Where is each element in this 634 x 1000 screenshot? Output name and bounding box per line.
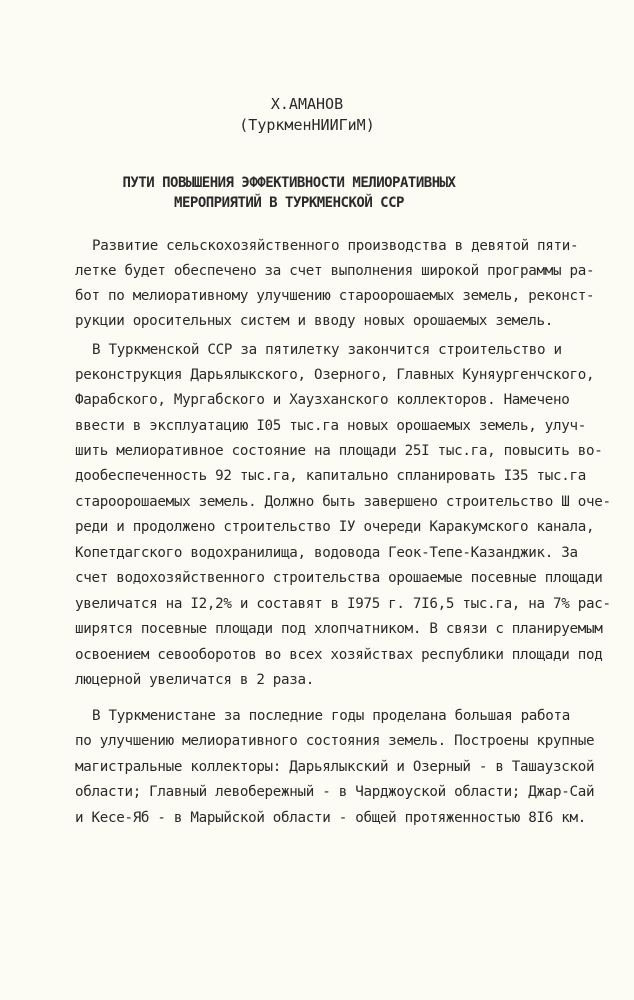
body-text-line: бот по мелиоративному улучшению староорошаемых земель, реконст-	[75, 288, 595, 304]
author-organization: (ТуркменНИИГиМ)	[239, 116, 375, 134]
body-text-line: летке будет обеспечено за счет выполнения широкой программы ра-	[75, 263, 595, 279]
document-title-line-1: ПУТИ ПОВЫШЕНИЯ ЭФФЕКТИВНОСТИ МЕЛИОРАТИВНЫХ	[122, 175, 456, 191]
body-text-line: магистральные коллекторы: Дарьялыкский и Озерный - в Ташаузской	[75, 759, 595, 775]
body-text-line: шить мелиоративное состояние на площади 25I тыс.га, повысить во-	[75, 443, 603, 459]
body-text-line: реконструкция Дарьялыкского, Озерного, Главных Куняургенчского,	[75, 367, 595, 383]
body-text-line: освоением севооборотов во всех хозяйствах республики площади под	[75, 647, 603, 663]
body-text-line: ввести в эксплуатацию I05 тыс.га новых орошаемых земель, улуч-	[75, 418, 586, 434]
body-text-line: Развитие сельскохозяйственного производства в девятой пяти-	[92, 238, 579, 254]
body-text-line: В Туркменской ССР за пятилетку закончится строительство и	[92, 342, 562, 358]
document-title-line-2: МЕРОПРИЯТИЙ В ТУРКМЕНСКОЙ ССР	[174, 195, 404, 211]
body-text-line: ширятся посевные площади под хлопчатником. В связи с планируемым	[75, 621, 603, 637]
body-text-line: увеличатся на I2,2% и составят в I975 г. 7I6,5 тыс.га, на 7% рас-	[75, 596, 611, 612]
body-text-line: рукции оросительных систем и вводу новых орошаемых земель.	[75, 313, 554, 329]
body-text-line: и Кесе-Яб - в Марыйской области - общей протяженностью 8I6 км.	[75, 810, 586, 826]
body-text-line: В Туркменистане за последние годы проделана большая работа	[92, 708, 571, 724]
body-text-line: люцерной увеличатся в 2 раза.	[75, 672, 315, 688]
author-name: Х.АМАНОВ	[270, 95, 344, 113]
body-text-line: реди и продолжено строительство IУ очереди Каракумского канала,	[75, 519, 595, 535]
body-text-line: староорошаемых земель. Должно быть завершено строительство Ш оче-	[75, 494, 611, 510]
body-text-line: области; Главный левобережный - в Чарджоуской области; Джар-Сай	[75, 784, 595, 800]
body-text-line: Фарабского, Мургабского и Хаузханского коллекторов. Намечено	[75, 392, 570, 408]
body-text-line: по улучшению мелиоративного состояния земель. Построены крупные	[75, 733, 595, 749]
body-text-line: счет водохозяйственного строительства орошаемые посевные площади	[75, 570, 603, 586]
body-text-line: дообеспеченность 92 тыс.га, капитально спланировать I35 тыс.га	[75, 468, 586, 484]
body-text-line: Копетдагского водохранилища, водовода Геок-Тепе-Казанджик. За	[75, 545, 578, 561]
